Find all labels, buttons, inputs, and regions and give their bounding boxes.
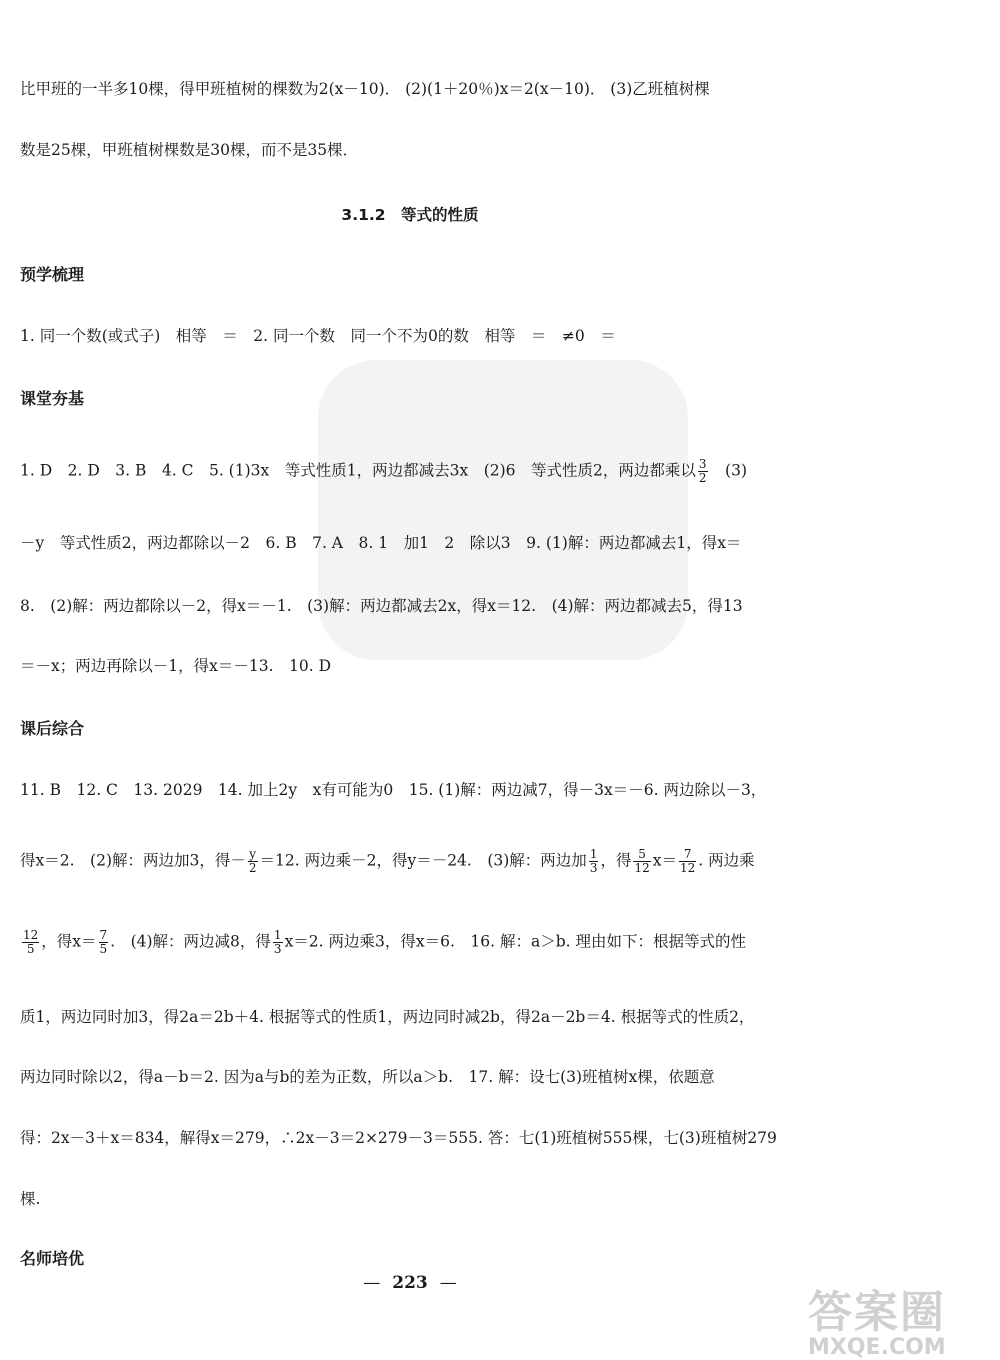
- heading-ketang: 课堂夯基: [20, 389, 85, 408]
- kehou-line-1: 11. B 12. C 13. 2029 14. 加上2y x有可能为0 15. (1)解：两边减7，得－3x＝－6. 两边除以－3，: [20, 781, 767, 799]
- watermark-site: [808, 1287, 946, 1360]
- yuxue-answers: 1. 同一个数(或式子) 相等 ＝ 2. 同一个数 同一个不为0的数 相等 ＝ ≠0 ＝: [20, 327, 616, 345]
- ketang-line-1-text: 1. D 2. D 3. B 4. C 5. (1)3x 等式性质1，两边都减去3x (2)6 等式性质2，两边都乘以: [20, 461, 696, 480]
- heading-yuxue: 预学梳理: [20, 265, 85, 284]
- watermark-site-logo: 答案圈: [808, 1287, 946, 1338]
- fraction-y-2: $\frac{y}{2}$: [248, 847, 257, 875]
- heading-mingshi: 名师培优: [20, 1249, 85, 1268]
- fraction-5-12: $\frac{5}{12}$: [634, 847, 650, 875]
- kehou-line-4: 质1，两边同时加3，得2a＝2b＋4. 根据等式的性质1，两边同时减2b，得2a－2b＝4. 根据等式的性质2，: [20, 1008, 755, 1026]
- fraction-1-3: $\frac{1}{3}$: [589, 847, 598, 875]
- kehou-line-3-text-b: . (4)解：两边减8，得: [110, 932, 271, 951]
- page-dash-right: —: [439, 1273, 457, 1293]
- kehou-line-2-text-c: ，得: [600, 851, 632, 870]
- watermark-site-url: MXQE.COM: [808, 1335, 946, 1360]
- kehou-line-3-text-a: ，得x＝: [41, 932, 97, 951]
- prev-answer-line-2: 数是25棵，甲班植树棵数是30棵，而不是35棵．: [20, 141, 359, 159]
- kehou-line-3: [20, 929, 820, 956]
- kehou-line-2-text-e: . 两边乘: [698, 851, 755, 870]
- ketang-line-1: [20, 458, 820, 485]
- page-number-value: 223: [392, 1273, 428, 1293]
- ketang-line-1-tail: (3): [725, 461, 748, 480]
- kehou-line-6: 得：2x－3＋x＝834，解得x＝279，∴2x－3＝2×279－3＝555. 答：七(1)班植树555棵，七(3)班植树279: [20, 1129, 777, 1147]
- page-dash-left: —: [363, 1273, 381, 1293]
- kehou-line-7: 棵.: [20, 1190, 41, 1208]
- prev-answer-line-1: 比甲班的一半多10棵，得甲班植树的棵数为2(x－10)． (2)(1＋20％)x＝2(x－10)． (3)乙班植树棵: [20, 80, 710, 98]
- section-title: 3.1.2 等式的性质: [341, 206, 479, 224]
- ketang-line-4: ＝－x；两边再除以－1，得x＝－13. 10. D: [20, 657, 332, 675]
- kehou-line-2: [20, 848, 820, 875]
- ketang-line-2: －y 等式性质2，两边都除以－2 6. B 7. A 8. 1 加1 2 除以3 9. (1)解：两边都减去1，得x＝: [20, 534, 742, 552]
- fraction-1-3-b: $\frac{1}{3}$: [273, 928, 282, 956]
- fraction-3-2: $\frac{3}{2}$: [698, 457, 707, 485]
- kehou-line-2-text-b: ＝12. 两边乘－2，得y＝－24. (3)解：两边加: [259, 851, 587, 870]
- kehou-line-3-text-c: x＝2. 两边乘3，得x＝6. 16. 解：a＞b. 理由如下：根据等式的性: [284, 932, 747, 951]
- heading-kehou: 课后综合: [20, 719, 85, 738]
- fraction-7-12: $\frac{7}{12}$: [680, 847, 696, 875]
- ketang-line-3: 8. (2)解：两边都除以－2，得x＝－1. (3)解：两边都减去2x，得x＝12. (4)解：两边都减去5，得13: [20, 597, 743, 615]
- fraction-7-5: $\frac{7}{5}$: [99, 928, 108, 956]
- kehou-line-5: 两边同时除以2，得a－b＝2. 因为a与b的差为正数，所以a＞b. 17. 解：设七(3)班植树x棵，依题意: [20, 1068, 715, 1086]
- fraction-12-5: $\frac{12}{5}$: [23, 928, 39, 956]
- kehou-line-2-text-a: 得x＝2. (2)解：两边加3，得－: [20, 851, 246, 870]
- kehou-line-2-text-d: x＝: [652, 851, 677, 870]
- page-number: [0, 1273, 820, 1293]
